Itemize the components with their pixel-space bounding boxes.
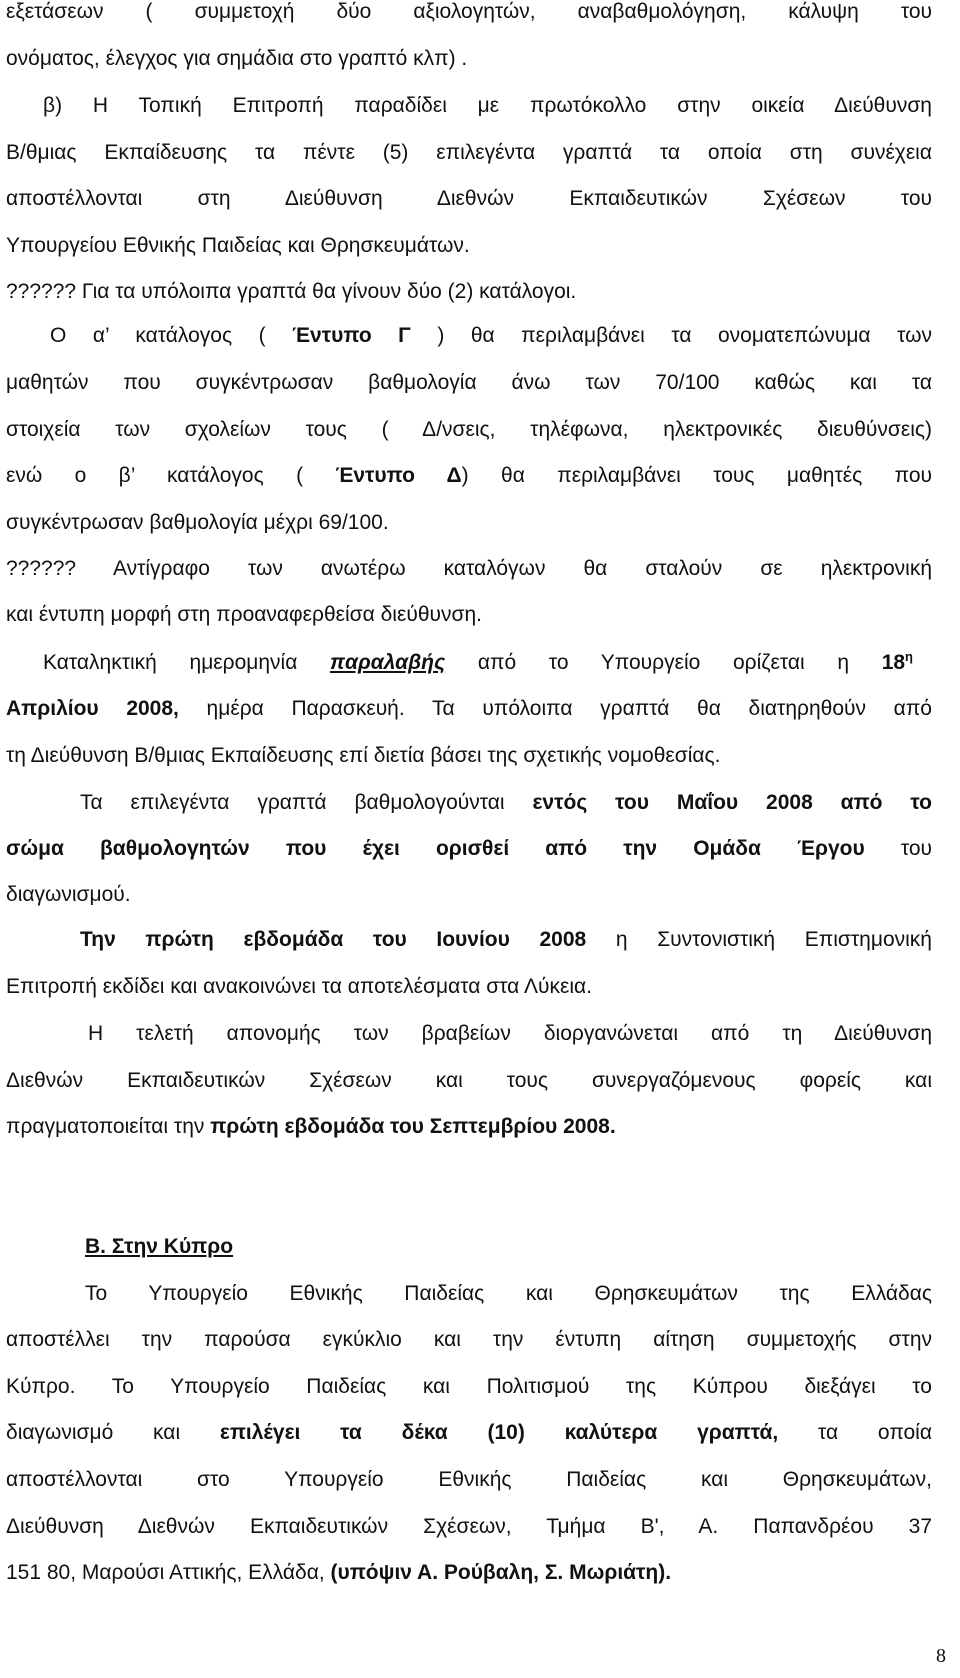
text-line bbox=[6, 1466, 932, 1494]
text: και έντυπη μορφή στη προαναφερθείσα διεύθυνση. bbox=[6, 603, 482, 626]
text-line bbox=[6, 1559, 932, 1587]
text: η Συντονιστική Επιστημονική bbox=[586, 928, 932, 951]
text: του bbox=[864, 837, 933, 860]
text-line bbox=[6, 601, 932, 629]
text-line bbox=[6, 1326, 932, 1354]
text-line bbox=[6, 835, 932, 863]
text: τα οποία bbox=[778, 1421, 932, 1444]
text: β) Η Τοπική Επιτροπή παραδίδει με πρωτόκολλο στην οικεία Διεύθυνση bbox=[43, 94, 932, 117]
date-day bbox=[882, 651, 913, 674]
text: Η τελετή απονομής των βραβείων διοργανώνεται από τη Διεύθυνση bbox=[88, 1022, 932, 1045]
text: ημέρα Παρασκευή. Τα υπόλοιπα γραπτά θα διατηρηθούν από bbox=[178, 697, 932, 720]
text: Κύπρο. Το Υπουργείο Παιδείας και Πολιτισμού της Κύπρου διεξάγει το bbox=[6, 1375, 932, 1398]
text-line bbox=[6, 881, 932, 909]
text-line bbox=[6, 416, 932, 444]
text: τη Διεύθυνση Β/θμιας Εκπαίδευσης επί διετία βάσει της σχετικής νομοθεσίας. bbox=[6, 744, 721, 767]
text-line bbox=[85, 1280, 932, 1308]
form-reference: Έντυπο Δ bbox=[335, 464, 462, 487]
text: ) θα περιλαμβάνει τους μαθητές που bbox=[461, 464, 932, 487]
text: Καταληκτική ημερομηνία bbox=[43, 651, 331, 674]
text: ) θα περιλαμβάνει τα ονοματεπώνυμα των bbox=[410, 324, 932, 347]
text: Ο α’ κατάλογος ( bbox=[50, 324, 293, 347]
form-reference: Έντυπο Γ bbox=[292, 324, 411, 347]
date: Απριλίου 2008, bbox=[6, 697, 179, 720]
heading-text: Β. Στην Κύπρο bbox=[85, 1235, 234, 1258]
text-line bbox=[6, 973, 932, 1001]
emphasis: σώμα βαθμολογητών που έχει ορισθεί από την Ομάδα Έργου bbox=[6, 837, 865, 860]
text-line bbox=[6, 742, 932, 770]
text-line bbox=[6, 1067, 932, 1095]
text-line bbox=[43, 649, 913, 677]
text: ?????? Για τα υπόλοιπα γραπτά θα γίνουν δύο (2) κατάλογοι. bbox=[6, 280, 577, 303]
emphasis: πρώτη εβδομάδα του Σεπτεμβρίου 2008. bbox=[210, 1115, 616, 1138]
text-line bbox=[6, 462, 932, 490]
text-line bbox=[6, 139, 932, 167]
text-line bbox=[6, 0, 932, 26]
text-line bbox=[6, 1113, 932, 1141]
text: Το Υπουργείο Εθνικής Παιδείας και Θρησκευμάτων της Ελλάδας bbox=[85, 1282, 932, 1305]
emphasis: παραλαβής bbox=[330, 651, 446, 674]
text: Υπουργείου Εθνικής Παιδείας και Θρησκευμάτων. bbox=[6, 234, 470, 257]
text: Τα επιλεγέντα γραπτά βαθμολογούνται bbox=[80, 791, 533, 814]
emphasis: Την πρώτη εβδομάδα του Ιουνίου 2008 bbox=[80, 928, 587, 951]
text: αποστέλλει την παρούσα εγκύκλιο και την έντυπη αίτηση συμμετοχής στην bbox=[6, 1328, 932, 1351]
text-line bbox=[50, 322, 932, 350]
text: Διεθνών Εκπαιδευτικών Σχέσεων και τους συνεργαζόμενους φορείς και bbox=[6, 1069, 932, 1092]
text-line bbox=[6, 695, 932, 723]
text: συγκέντρωσαν βαθμολογία μέχρι 69/100. bbox=[6, 511, 389, 534]
text-line bbox=[6, 232, 932, 260]
text: Β/θμιας Εκπαίδευσης τα πέντε (5) επιλεγέντα γραπτά τα οποία στη συνέχεια bbox=[6, 141, 932, 164]
text-line bbox=[6, 555, 932, 583]
text-line bbox=[6, 1419, 932, 1447]
text-line bbox=[6, 509, 932, 537]
text: εξετάσεων ( συμμετοχή δύο αξιολογητών, αναβαθμολόγηση, κάλυψη του bbox=[6, 0, 932, 23]
text: στοιχεία των σχολείων τους ( Δ/νσεις, τηλέφωνα, ηλεκτρονικές διευθύνσεις) bbox=[6, 418, 932, 441]
text: αποστέλλονται στο Υπουργείο Εθνικής Παιδείας και Θρησκευμάτων, bbox=[6, 1468, 932, 1491]
text-line bbox=[88, 1020, 932, 1048]
text: 18 bbox=[881, 651, 906, 674]
text-line bbox=[6, 45, 932, 73]
section-heading bbox=[85, 1233, 685, 1261]
text-line bbox=[80, 926, 932, 954]
text-line bbox=[6, 369, 932, 397]
emphasis: επιλέγει τα δέκα (10) καλύτερα γραπτά, bbox=[219, 1421, 779, 1444]
text: ενώ ο β’ κατάλογος ( bbox=[6, 464, 336, 487]
text-line bbox=[6, 1513, 932, 1541]
text: αποστέλλονται στη Διεύθυνση Διεθνών Εκπαιδευτικών Σχέσεων του bbox=[6, 187, 932, 210]
text: διαγωνισμού. bbox=[6, 883, 131, 906]
text: πραγματοποιείται την bbox=[6, 1115, 211, 1138]
text-line bbox=[6, 1373, 932, 1401]
text-line bbox=[6, 185, 932, 213]
ordinal-suffix: η bbox=[905, 649, 913, 664]
text: Επιτροπή εκδίδει και ανακοινώνει τα αποτελέσματα στα Λύκεια. bbox=[6, 975, 592, 998]
text: από το Υπουργείο ορίζεται η bbox=[445, 651, 882, 674]
page-number: 8 bbox=[936, 1645, 946, 1667]
text: ?????? Αντίγραφο των ανωτέρω καταλόγων θα σταλούν σε ηλεκτρονική bbox=[6, 557, 932, 580]
text-line bbox=[6, 278, 932, 306]
text: ονόματος, έλεγχος για σημάδια στο γραπτό κλπ) . bbox=[6, 47, 468, 70]
text-line bbox=[43, 92, 932, 120]
text: Διεύθυνση Διεθνών Εκπαιδευτικών Σχέσεων, Τμήμα Β', Α. Παπανδρέου 37 bbox=[6, 1515, 932, 1538]
text: μαθητών που συγκέντρωσαν βαθμολογία άνω των 70/100 καθώς και τα bbox=[6, 371, 932, 394]
text: 151 80, Μαρούσι Αττικής, Ελλάδα, bbox=[6, 1561, 331, 1584]
text-line bbox=[80, 789, 932, 817]
emphasis: (υπόψιν Α. Ρούβαλη, Σ. Μωριάτη). bbox=[330, 1561, 672, 1584]
text: διαγωνισμό και bbox=[6, 1421, 220, 1444]
emphasis: εντός του Μαΐου 2008 από το bbox=[532, 791, 933, 814]
